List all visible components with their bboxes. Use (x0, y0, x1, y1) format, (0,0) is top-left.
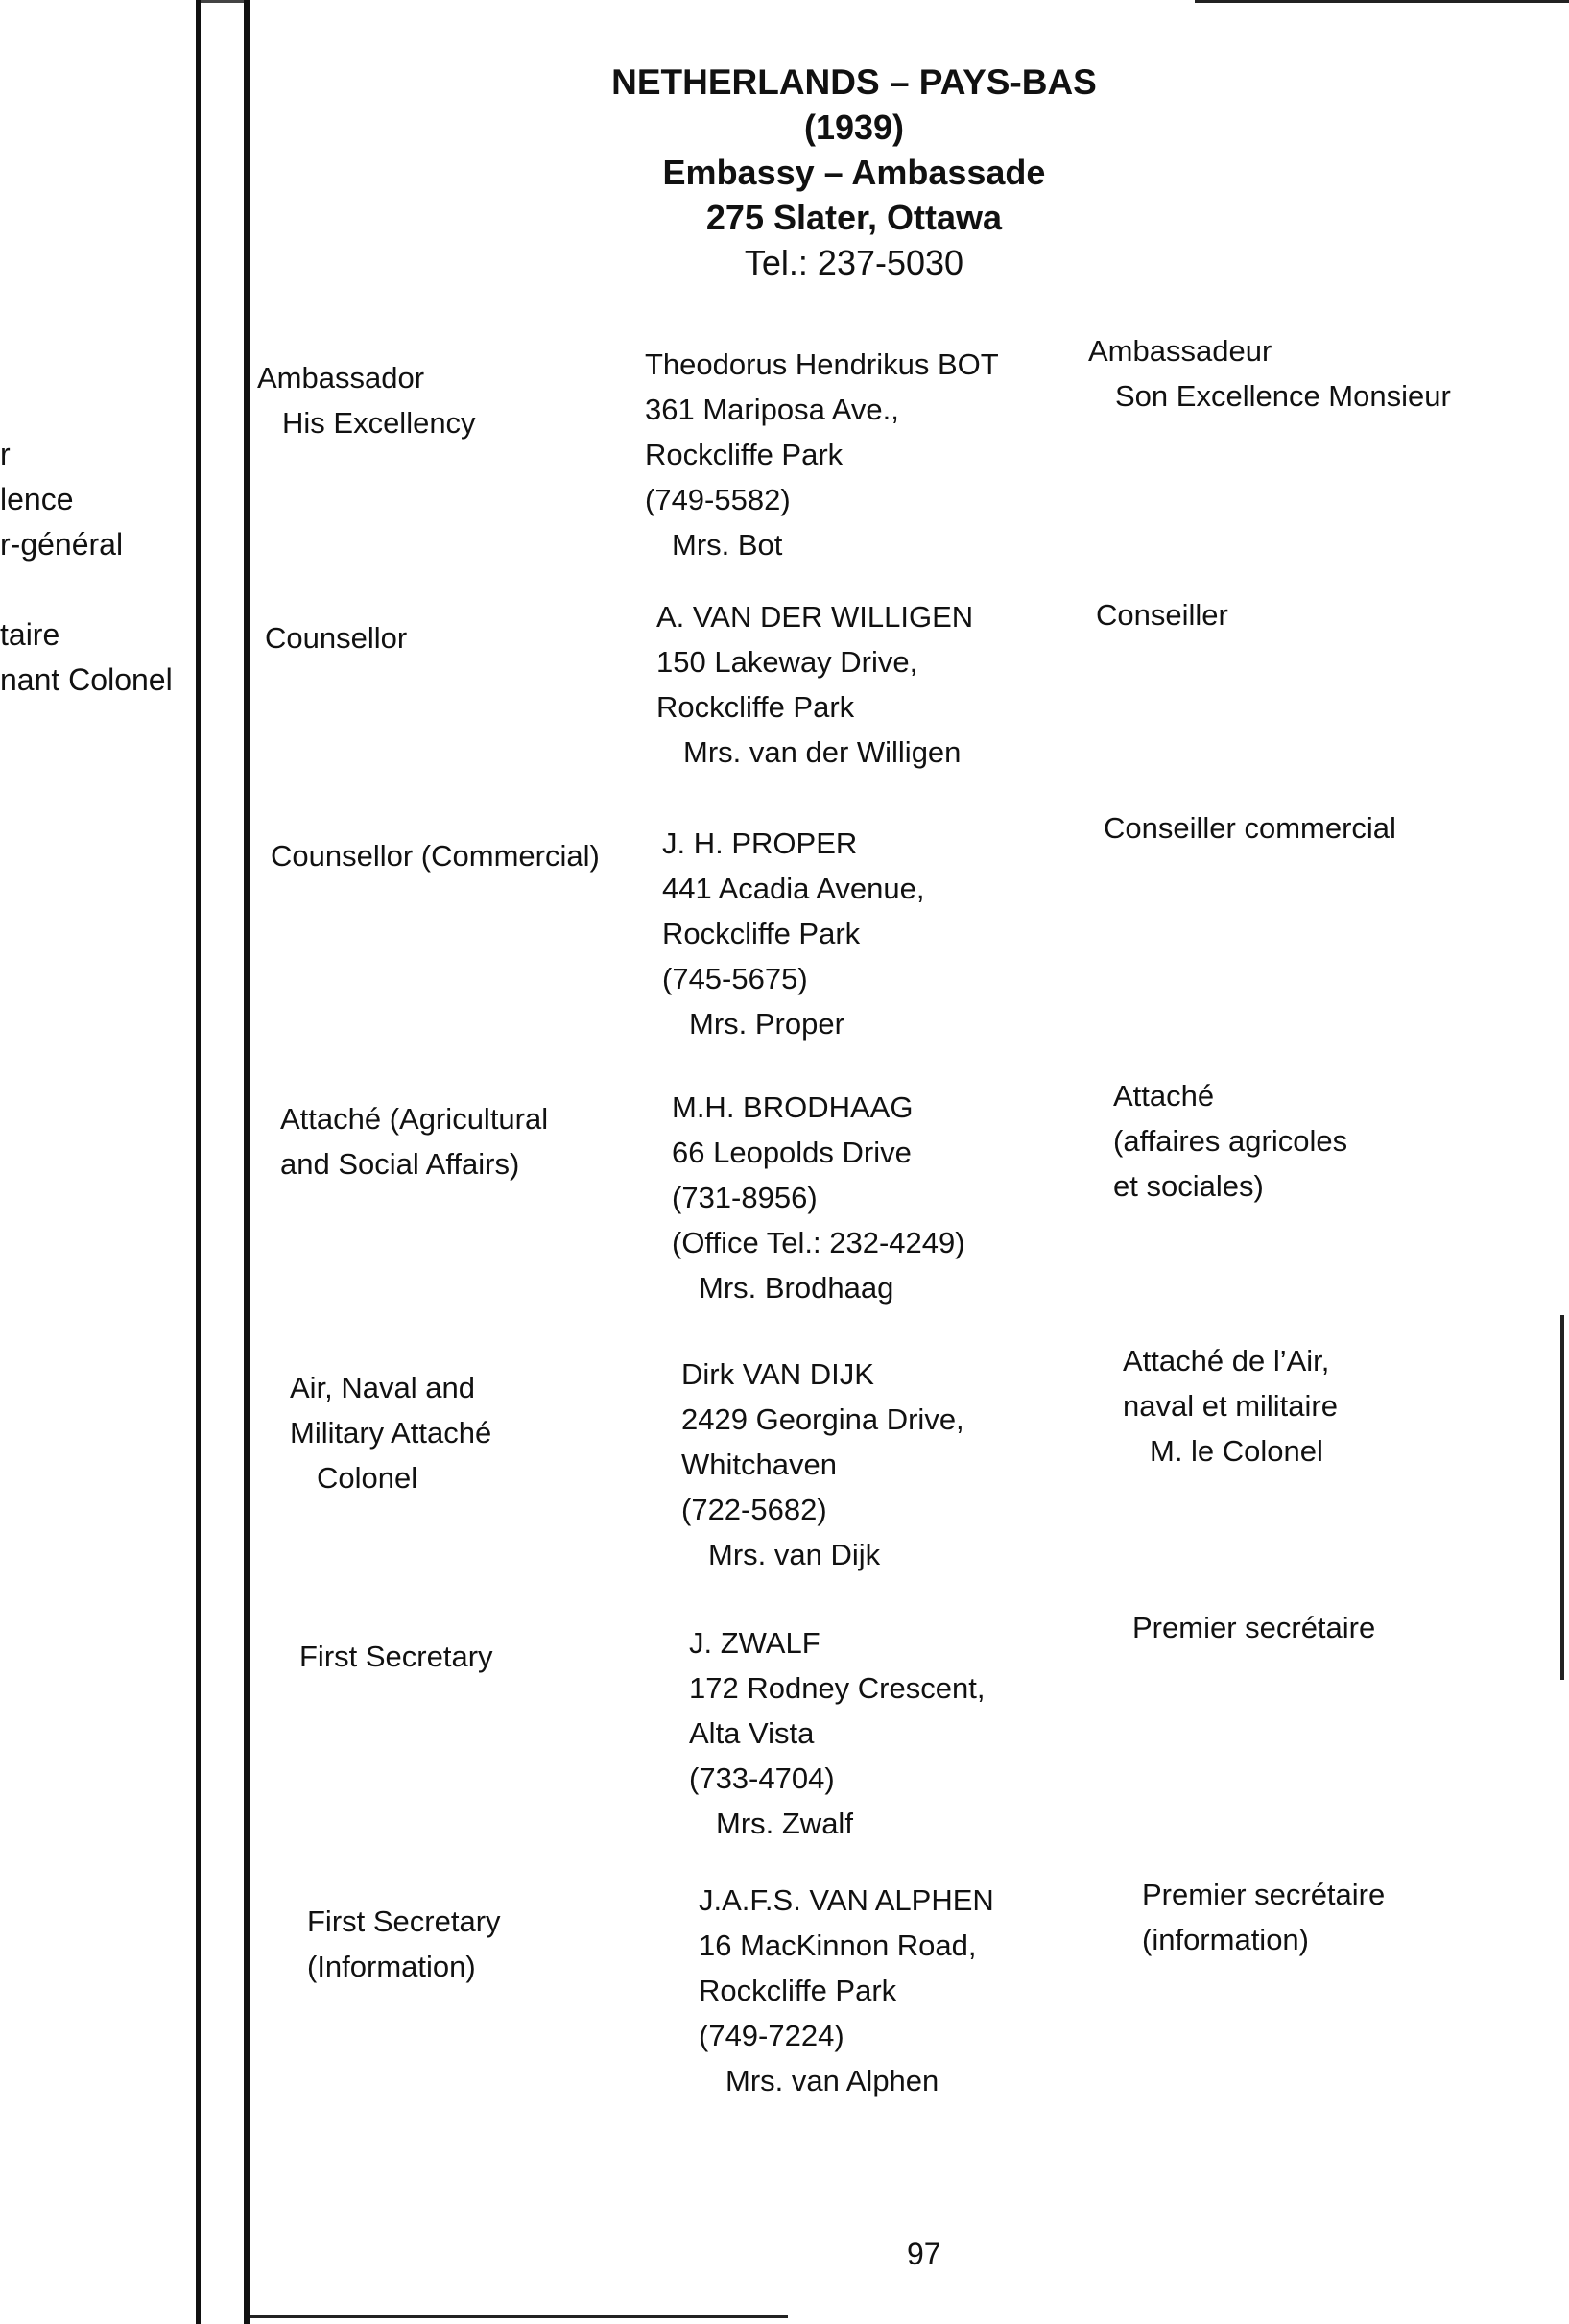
spouse-name: Mrs. Brodhaag (699, 1271, 894, 1305)
scan-edge-line (250, 2315, 788, 2318)
title-line: First Secretary (299, 1640, 493, 1673)
address-line: 2429 Georgina Drive, (681, 1402, 964, 1436)
address-line: Rockcliffe Park (656, 690, 855, 724)
title-french (1088, 328, 1451, 419)
person-details (681, 1352, 964, 1577)
margin-fragment: lence (0, 482, 74, 516)
title-english (299, 1634, 493, 1679)
address-line: 16 MacKinnon Road, (699, 1929, 977, 1962)
title-line: naval et militaire (1123, 1389, 1338, 1423)
mission-type: Embassy – Ambassade (662, 153, 1046, 192)
title-line: Ambassador (257, 361, 425, 395)
binding-line (244, 0, 250, 2324)
title-english (290, 1365, 491, 1500)
title-french (1142, 1872, 1385, 1962)
office-phone: (Office Tel.: 232-4249) (672, 1226, 965, 1259)
person-name: J. H. PROPER (662, 827, 858, 860)
title-line: Counsellor (Commercial) (271, 839, 600, 873)
year: (1939) (803, 108, 905, 147)
scan-edge-line (1195, 0, 1569, 3)
phone-number: (749-5582) (645, 483, 791, 516)
address-line: 150 Lakeway Drive, (656, 645, 918, 679)
margin-fragment: r (0, 437, 11, 471)
title-english (307, 1899, 501, 1989)
person-name: Theodorus Hendrikus BOT (645, 347, 999, 381)
title-line: Counsellor (265, 621, 408, 655)
phone-number: (722-5682) (681, 1493, 827, 1526)
address-line: 441 Acadia Avenue, (662, 872, 925, 905)
person-name: J. ZWALF (689, 1626, 820, 1660)
title-line: Attaché (Agricultural (280, 1102, 549, 1136)
page-header (537, 60, 1171, 285)
title-french (1113, 1073, 1347, 1209)
person-name: Dirk VAN DIJK (681, 1357, 874, 1391)
title-french (1132, 1605, 1375, 1650)
title-line: His Excellency (282, 406, 476, 440)
title-line: Premier secrétaire (1142, 1878, 1386, 1911)
title-line: Ambassadeur (1088, 334, 1272, 368)
title-line: (affaires agricoles (1113, 1124, 1348, 1158)
address-line: Rockcliffe Park (645, 438, 844, 471)
person-name: A. VAN DER WILLIGEN (656, 600, 974, 634)
binding-line (196, 0, 201, 2324)
spouse-name: Mrs. van der Willigen (683, 735, 962, 769)
title-french (1123, 1338, 1338, 1473)
page-number: 97 (907, 2237, 941, 2271)
title-english (280, 1096, 548, 1186)
person-name: M.H. BRODHAAG (672, 1090, 914, 1124)
spouse-name: Mrs. Proper (689, 1007, 844, 1041)
person-details (689, 1620, 985, 1846)
spouse-name: Mrs. Zwalf (716, 1807, 853, 1840)
title-line: (Information) (307, 1950, 476, 1983)
binding-top (201, 0, 244, 14)
embassy-address: 275 Slater, Ottawa (705, 198, 1003, 237)
person-details (662, 821, 925, 1046)
title-english (265, 615, 407, 660)
address-line: Rockcliffe Park (662, 917, 861, 950)
title-line: et sociales) (1113, 1169, 1264, 1203)
spouse-name: Mrs. van Alphen (725, 2064, 939, 2097)
person-name: J.A.F.S. VAN ALPHEN (699, 1883, 994, 1917)
title-line: Colonel (317, 1461, 418, 1495)
phone-number: (749-7224) (699, 2019, 844, 2052)
previous-page-edge (0, 0, 202, 2324)
title-line: Military Attaché (290, 1416, 492, 1450)
person-details (645, 342, 999, 567)
address-line: Rockcliffe Park (699, 1974, 897, 2007)
phone-number: (733-4704) (689, 1761, 835, 1795)
address-line: Whitchaven (681, 1448, 837, 1481)
person-details (656, 594, 973, 775)
title-line: Premier secrétaire (1132, 1611, 1376, 1644)
title-line: Attaché (1113, 1079, 1215, 1113)
title-line: M. le Colonel (1150, 1434, 1323, 1468)
country-title: NETHERLANDS – PAYS-BAS (611, 62, 1097, 102)
spouse-name: Mrs. Bot (672, 528, 783, 562)
title-line: Son Excellence Monsieur (1115, 379, 1451, 413)
title-english (257, 355, 476, 445)
person-details (672, 1085, 965, 1310)
title-line: Conseiller (1096, 598, 1228, 632)
scan-edge-line (1560, 1315, 1564, 1680)
title-english (271, 833, 600, 878)
title-line: First Secretary (307, 1905, 501, 1938)
address-line: 66 Leopolds Drive (672, 1136, 912, 1169)
title-line: and Social Affairs) (280, 1147, 520, 1181)
address-line: 172 Rodney Crescent, (689, 1671, 986, 1705)
spouse-name: Mrs. van Dijk (708, 1538, 881, 1571)
title-line: (information) (1142, 1923, 1309, 1956)
title-french (1104, 805, 1396, 851)
title-french (1096, 592, 1228, 637)
margin-fragment: taire (0, 617, 60, 652)
person-details (699, 1878, 994, 2103)
address-line: Alta Vista (689, 1716, 815, 1750)
margin-fragment: r-général (0, 527, 124, 562)
margin-fragment: nant Colonel (0, 662, 173, 697)
address-line: 361 Mariposa Ave., (645, 393, 899, 426)
embassy-telephone: Tel.: 237-5030 (744, 243, 964, 282)
title-line: Conseiller commercial (1104, 811, 1396, 845)
phone-number: (745-5675) (662, 962, 808, 995)
title-line: Attaché de l’Air, (1123, 1344, 1330, 1378)
phone-number: (731-8956) (672, 1181, 818, 1214)
title-line: Air, Naval and (290, 1371, 475, 1404)
